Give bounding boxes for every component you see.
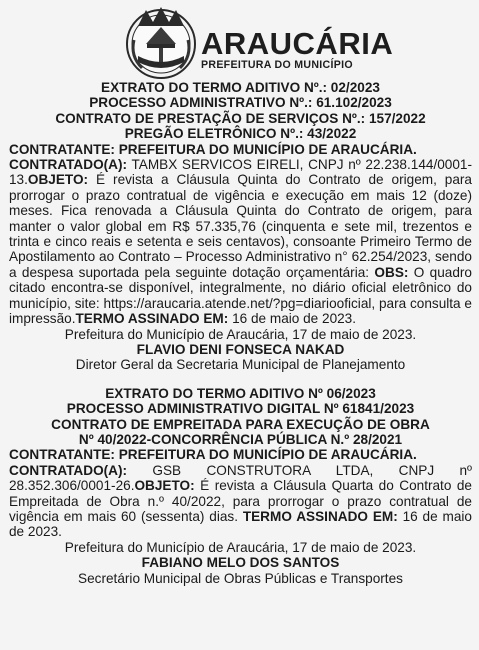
brand-block: [201, 28, 393, 71]
termo-assinado-label: TERMO ASSINADO EM:: [242, 508, 398, 524]
extrato-title-line-1: EXTRATO DO TERMO ADITIVO Nº 06/2023: [105, 385, 376, 401]
brand-subtitle: PREFEITURA DO MUNICÍPIO: [201, 59, 353, 71]
extrato-title-line-4: Nº 40/2022-CONCORRÊNCIA PÚBLICA N.º 28/2021: [78, 431, 403, 447]
extrato-title-line-1: EXTRATO DO TERMO ADITIVO Nº.: 02/2023: [101, 80, 380, 95]
signer-name: FABIANO MELO DOS SANTOS: [141, 555, 340, 571]
signer-name: FLAVIO DENI FONSECA NAKAD: [136, 341, 345, 357]
place-date: Prefeitura do Município de Araucária, 17 de maio de 2023.: [64, 326, 417, 342]
extrato-title-line-3: CONTRATO DE EMPREITADA PARA EXECUÇÃO DE OBRA: [51, 416, 430, 432]
contratado-label: CONTRATADO(A):: [9, 462, 128, 478]
place-date: Prefeitura do Município de Araucária, 17 de maio de 2023.: [64, 539, 417, 555]
page-header: [0, 0, 479, 80]
obs-text: O quadro citado encontra-se disponível, integralmente, no diário oficial eletrônico do município, site: https://araucaria.atende.net/?pg=diariooficial, para consulta e impressão.: [9, 264, 472, 327]
signer-role: Secretário Municipal de Obras Públicas e Transportes: [78, 570, 403, 586]
extrato-title-line-4: PREGÃO ELETRÔNICO Nº.: 43/2022: [124, 126, 357, 142]
extrato-title-line-2: PROCESSO ADMINISTRATIVO Nº.: 61.102/2023: [89, 95, 392, 111]
objeto-label: OBJETO:: [134, 478, 195, 494]
contratado-text: TAMBX SERVICOS EIRELI, CNPJ nº 22.238.144/0001-13.: [9, 157, 472, 188]
extrato-body-paragraph: [9, 463, 472, 540]
contratado-label: CONTRATADO(A):: [9, 157, 128, 173]
termo-assinado-text: 16 de maio de 2023.: [228, 311, 357, 327]
extrato-aditivo-02-2023: [9, 80, 472, 373]
document-body: [9, 80, 472, 586]
objeto-text: É revista a Cláusula Quarta do Contrato de Empreitada de Obra n.º 40/2022, para prorrogar o prazo contratual de vigência em mais 60 (sessenta) dias.: [9, 478, 472, 524]
extrato-body-paragraph: [9, 157, 472, 326]
extrato-aditivo-06-2023: [9, 386, 472, 586]
objeto-label: OBJETO:: [27, 172, 89, 188]
extrato-title-line-3: CONTRATO DE PRESTAÇÃO DE SERVIÇOS Nº.: 157/2022: [55, 110, 426, 126]
contratante-line: CONTRATANTE: PREFEITURA DO MUNICÍPIO DE ARAUCÁRIA.: [9, 141, 417, 157]
brand-name: ARAUCÁRIA: [201, 26, 394, 61]
objeto-text: É revista a Cláusula Quinta do Contrato de origem, para prorrogar o prazo contratual de vigência e execução em mais 12 (doze) meses. Fica renovada a Cláusula Quinta do Contrato de origem, para manter o valor global em R$ 57.335,76 (cinquenta e sete mil, trezentos e trinta e cinco reais e setenta e seis centavos), consoante Primeiro Termo de Apostilamento ao Contrato – Processo Administrativo n° 62.254/2023, sendo a despesa suportada pela seguinte dotação orçamentária:: [9, 172, 472, 280]
contratante-line: CONTRATANTE: PREFEITURA DO MUNICÍPIO DE ARAUCÁRIA.: [9, 447, 417, 463]
municipal-crest-icon: [124, 4, 198, 80]
termo-assinado-label: TERMO ASSINADO EM:: [75, 311, 229, 327]
contratado-text: GSB CONSTRUTORA LTDA, CNPJ nº 28.352.306/0001-26.: [9, 462, 472, 494]
termo-assinado-text: 16 de maio de 2023.: [9, 508, 472, 540]
extrato-title-line-2: PROCESSO ADMINISTRATIVO DIGITAL Nº 61841/2023: [66, 401, 415, 417]
section-spacer: [9, 373, 472, 386]
obs-label: OBS:: [374, 264, 409, 280]
signer-role: Diretor Geral da Secretaria Municipal de Planejamento: [75, 357, 406, 373]
